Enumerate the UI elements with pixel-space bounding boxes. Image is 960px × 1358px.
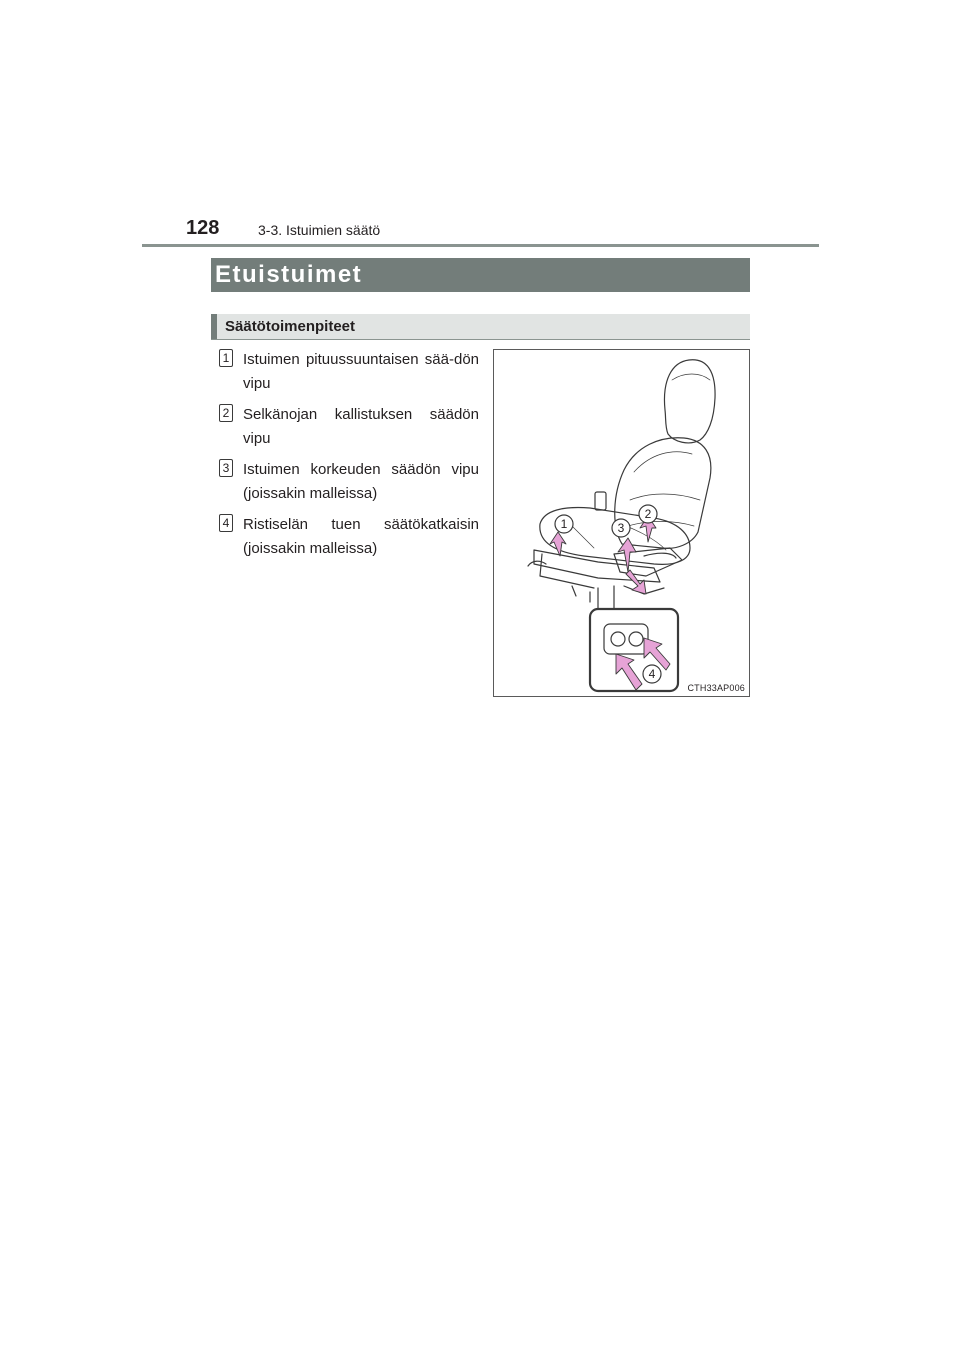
page-number: 128 bbox=[186, 217, 220, 239]
callout-4: 4 bbox=[648, 667, 656, 681]
arrow-4b bbox=[644, 638, 670, 670]
arrow-down bbox=[626, 570, 646, 594]
item-number-badge: 1 bbox=[219, 349, 233, 367]
seat-illustration bbox=[493, 349, 750, 697]
item-text: Istuimen pituussuuntaisen sää-dön vipu bbox=[243, 351, 479, 392]
section-subtitle: Säätötoimenpiteet bbox=[211, 314, 750, 339]
item-number-badge: 4 bbox=[219, 514, 233, 532]
headrest bbox=[664, 360, 715, 443]
adjustment-arrows bbox=[550, 516, 670, 690]
callout-3: 3 bbox=[617, 521, 625, 535]
seat-buckle bbox=[595, 492, 606, 510]
seat-drawing bbox=[494, 350, 749, 696]
adjustment-list bbox=[219, 348, 479, 568]
list-item bbox=[219, 458, 479, 506]
item-number-badge: 2 bbox=[219, 404, 233, 422]
arrow-1 bbox=[550, 532, 566, 556]
item-text: Istuimen korkeuden säädön vipu (joissakin malleissa) bbox=[243, 461, 479, 502]
arrow-4a bbox=[616, 654, 642, 690]
header-rule bbox=[142, 244, 819, 247]
seat-rail bbox=[534, 550, 660, 582]
list-item bbox=[219, 513, 479, 561]
item-number-badge: 3 bbox=[219, 459, 233, 477]
section-label: 3-3. Istuimien säätö bbox=[258, 222, 381, 238]
arrow-3 bbox=[618, 538, 636, 572]
list-item bbox=[219, 348, 479, 396]
figure-code: CTH33AP006 bbox=[687, 683, 745, 693]
subtitle-rule bbox=[211, 339, 750, 340]
list-item bbox=[219, 403, 479, 451]
callout-1: 1 bbox=[560, 517, 568, 531]
callout-2: 2 bbox=[644, 507, 652, 521]
page-title: Etuistuimet bbox=[211, 258, 750, 292]
item-text: Selkänojan kallistuksen säädön vipu bbox=[243, 406, 479, 447]
item-text: Ristiselän tuen säätökatkaisin (joissakin malleissa) bbox=[243, 516, 479, 557]
